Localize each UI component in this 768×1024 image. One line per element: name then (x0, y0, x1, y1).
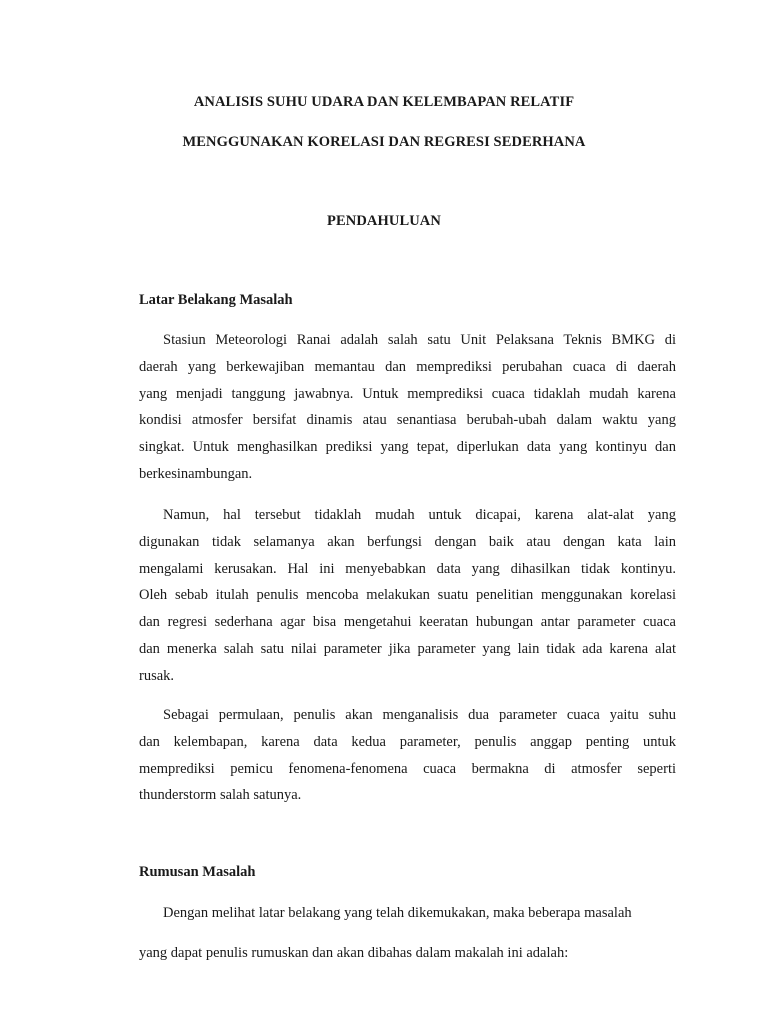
paragraph-line: digunakan tidak selamanya akan berfungsi dengan baik atau dengan kata lain (139, 533, 676, 550)
paragraph-line: dan kelembapan, karena data kedua parameter, penulis anggap penting untuk (139, 733, 676, 750)
paragraph-line: Sebagai permulaan, penulis akan menganalisis dua parameter cuaca yaitu suhu (163, 707, 676, 723)
paragraph-line: memprediksi pemicu fenomena-fenomena cuaca bermakna di atmosfer seperti (139, 760, 676, 777)
paragraph-1 (139, 327, 676, 488)
paragraph-line: berkesinambungan. (139, 465, 253, 482)
paragraph-2 (139, 502, 676, 690)
subsection-heading-rumusan-masalah: Rumusan Masalah (139, 864, 256, 880)
paragraph-line: Oleh sebab itulah penulis mencoba melakukan suatu penelitian menggunakan korelasi (139, 587, 676, 604)
paragraph-3 (139, 702, 676, 809)
section-heading: PENDAHULUAN (327, 213, 441, 229)
paragraph-line: yang menjadi tanggung jawabnya. Untuk memprediksi cuaca tidaklah mudah karena (139, 385, 676, 402)
paragraph-line: Stasiun Meteorologi Ranai adalah salah satu Unit Pelaksana Teknis BMKG di (163, 332, 676, 348)
paragraph-line: dan regresi sederhana agar bisa mengetahui keeratan hubungan antar parameter cuaca (139, 614, 676, 631)
paragraph-line: singkat. Untuk menghasilkan prediksi yang tepat, diperlukan data yang kontinyu dan (139, 439, 676, 456)
paragraph-line: rusak. (139, 667, 175, 684)
title-line-2: MENGGUNAKAN KORELASI DAN REGRESI SEDERHANA (182, 134, 586, 150)
paragraph-4-line-2: yang dapat penulis rumuskan dan akan dibahas dalam makalah ini adalah: (139, 945, 569, 961)
subsection-heading-latar-belakang: Latar Belakang Masalah (139, 292, 293, 308)
paragraph-line: mengalami kerusakan. Hal ini menyebabkan data yang dihasilkan tidak kontinyu. (139, 560, 676, 577)
title-line-1: ANALISIS SUHU UDARA DAN KELEMBAPAN RELATIF (193, 94, 575, 110)
paragraph-line: dan menerka salah satu nilai parameter jika parameter yang lain tidak ada karena alat (139, 640, 676, 657)
paragraph-4-line-1: Dengan melihat latar belakang yang telah dikemukakan, maka beberapa masalah (163, 905, 632, 921)
paragraph-line: kondisi atmosfer bersifat dinamis atau senantiasa berubah-ubah dalam waktu yang (139, 412, 676, 429)
paragraph-line: daerah yang berkewajiban memantau dan memprediksi perubahan cuaca di daerah (139, 358, 676, 375)
paragraph-line: thunderstorm salah satunya. (139, 787, 302, 804)
paragraph-line: Namun, hal tersebut tidaklah mudah untuk dicapai, karena alat-alat yang (163, 507, 676, 523)
